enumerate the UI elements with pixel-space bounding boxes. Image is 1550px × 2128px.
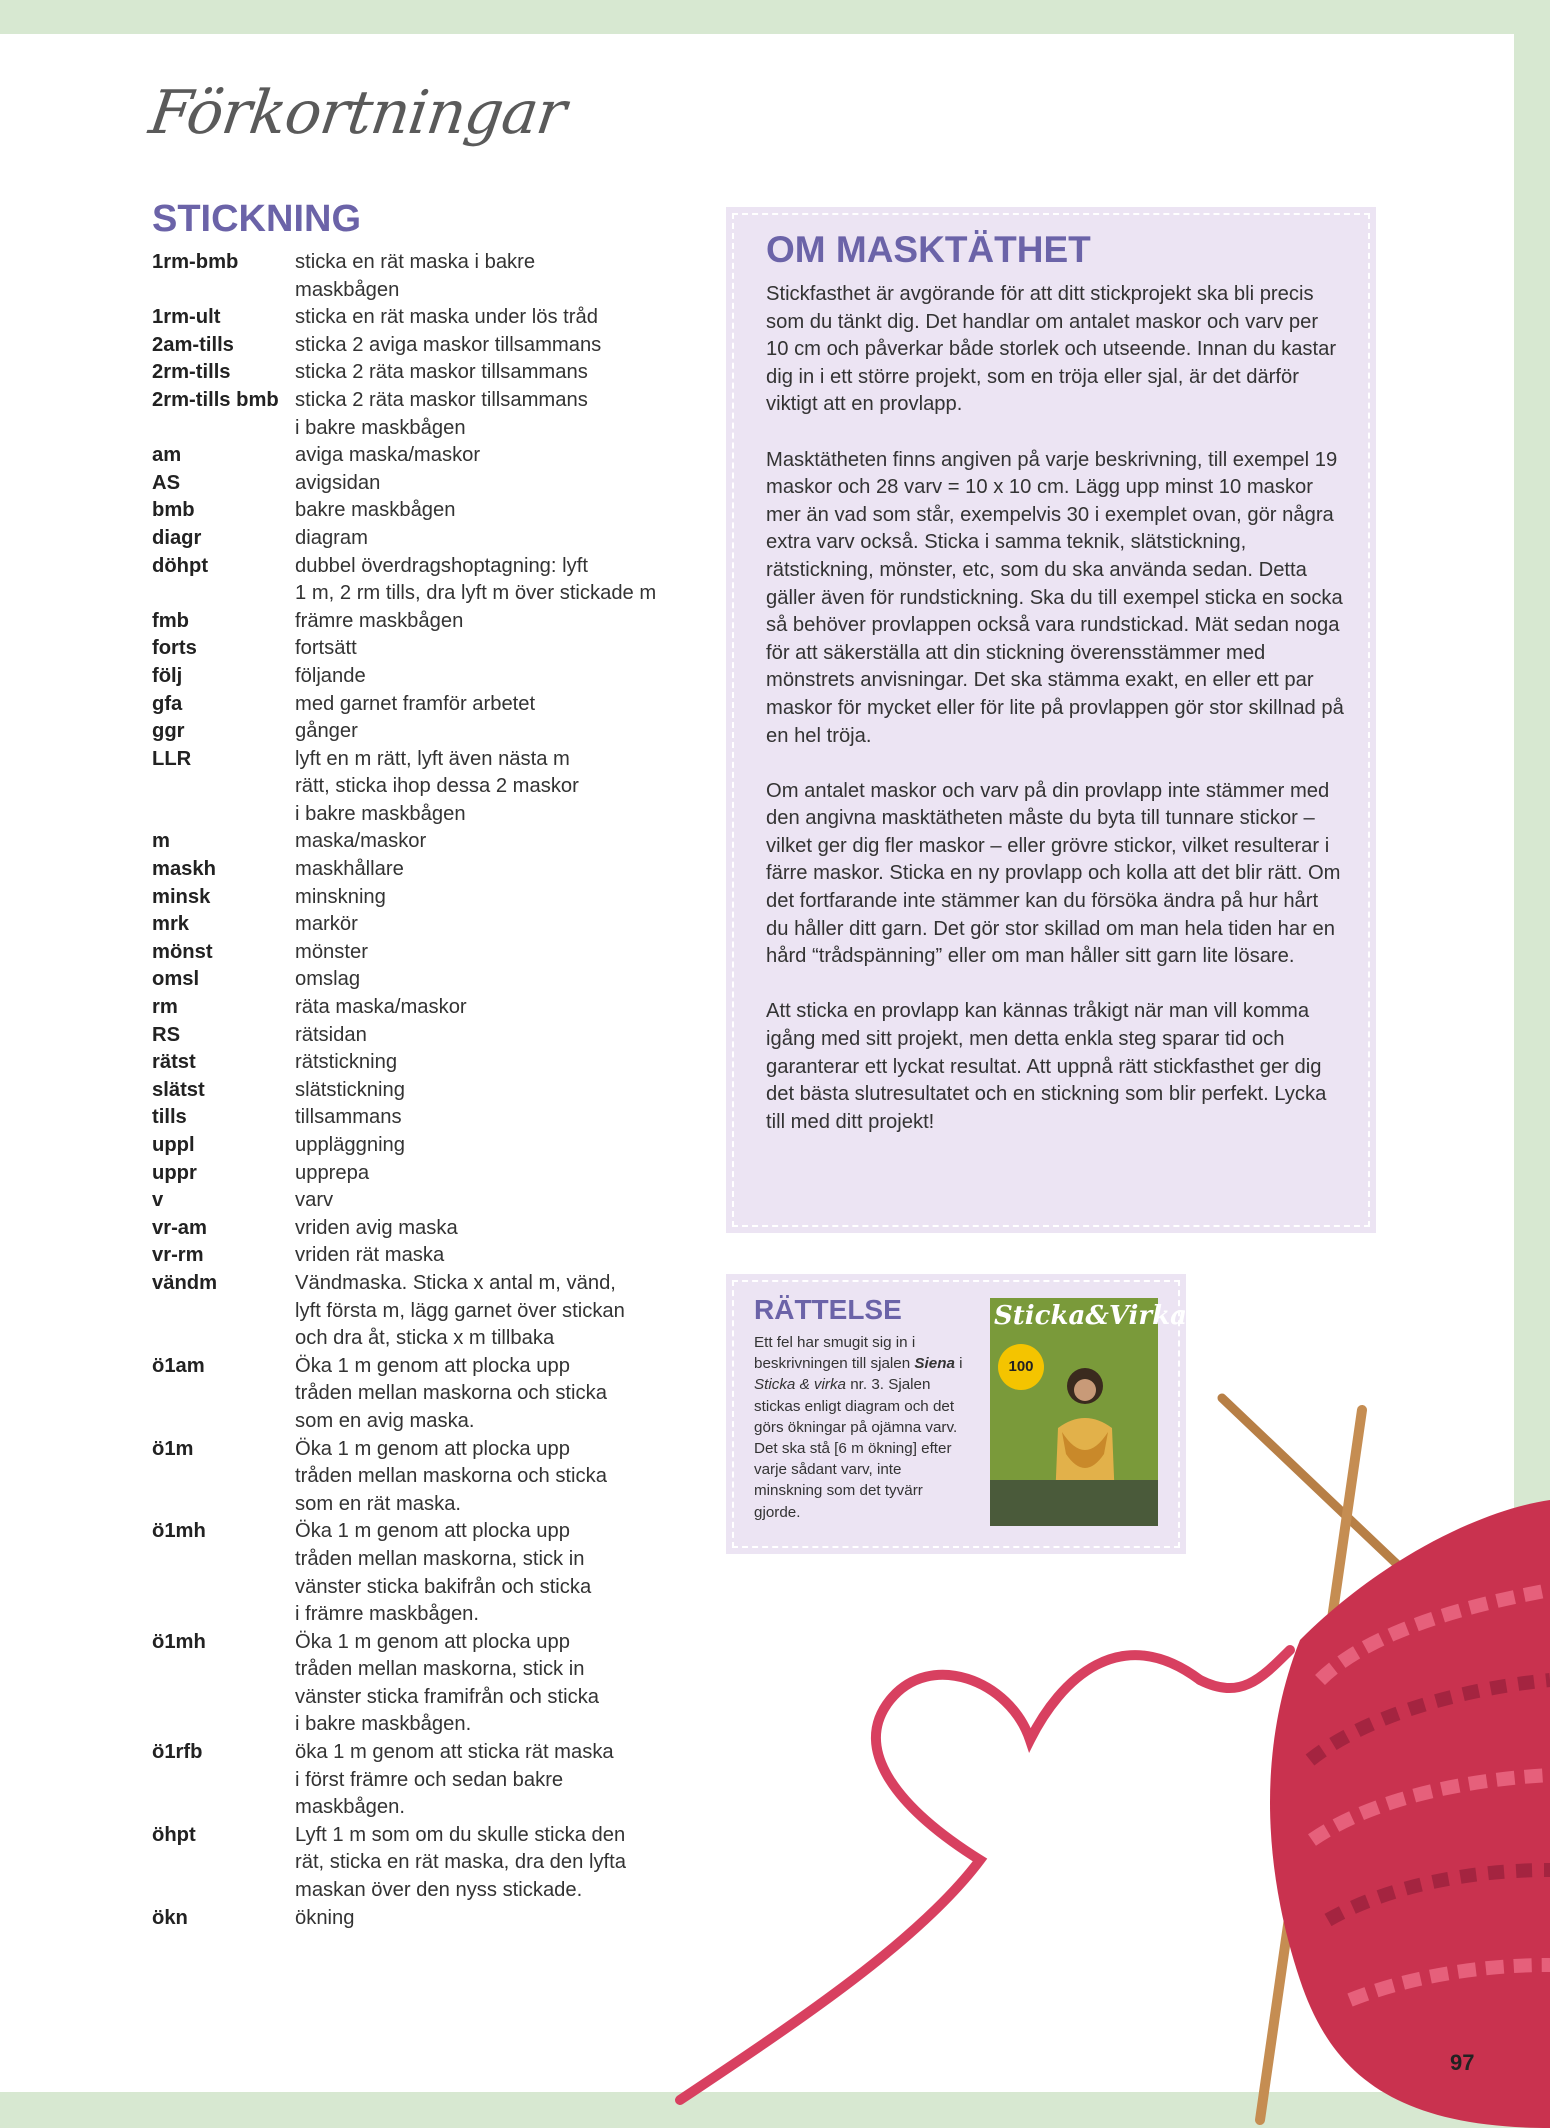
definition-line: markör xyxy=(295,913,358,936)
correction-title: RÄTTELSE xyxy=(754,1294,902,1325)
abbreviation-row xyxy=(152,442,672,470)
abbreviation-term: ggr xyxy=(152,720,185,743)
abbreviation-definition xyxy=(295,304,672,332)
abbreviation-term: LLR xyxy=(152,747,192,770)
abbreviation-term: bmb xyxy=(152,499,195,522)
abbreviation-definition xyxy=(295,387,672,442)
gauge-box-body xyxy=(766,281,1346,1164)
definition-line: lyft första m, lägg garnet över stickan xyxy=(295,1299,625,1322)
abbreviation-term: vr-am xyxy=(152,1216,207,1239)
definition-line: öka 1 m genom att sticka rät maska xyxy=(295,1741,614,1764)
abbreviation-definition xyxy=(295,939,672,967)
abbreviation-term: uppr xyxy=(152,1161,197,1184)
abbreviation-term: ö1mh xyxy=(152,1520,206,1543)
abbreviation-definition xyxy=(295,746,672,829)
definition-line: Öka 1 m genom att plocka upp xyxy=(295,1354,570,1377)
abbreviation-definition xyxy=(295,1242,672,1270)
abbreviation-row xyxy=(152,856,672,884)
abbreviation-definition xyxy=(295,635,672,663)
definition-line: Vändmaska. Sticka x antal m, vänd, xyxy=(295,1271,616,1294)
abbreviation-row xyxy=(152,746,672,829)
definition-line: varv xyxy=(295,1189,334,1212)
abbreviation-definition xyxy=(295,966,672,994)
abbreviation-term: diagr xyxy=(152,526,202,549)
definition-line: Öka 1 m genom att plocka upp xyxy=(295,1520,570,1543)
definition-line: tråden mellan maskorna och sticka xyxy=(295,1382,607,1405)
abbreviation-row xyxy=(152,911,672,939)
definition-line: vriden rät maska xyxy=(295,1244,445,1267)
abbreviation-term: gfa xyxy=(152,692,183,715)
abbreviation-definition xyxy=(295,1215,672,1243)
abbreviation-term: vändm xyxy=(152,1271,218,1294)
definition-line: lyft en m rätt, lyft även nästa m xyxy=(295,747,570,770)
definition-line: 1 m, 2 rm tills, dra lyft m över stickade m xyxy=(295,582,657,605)
abbreviation-row xyxy=(152,553,672,608)
abbreviation-term: 1rm-ult xyxy=(152,306,221,329)
abbreviation-definition xyxy=(295,994,672,1022)
abbreviation-row xyxy=(152,1215,672,1243)
knitting-needles-yarn-heart-illustration xyxy=(560,1380,1550,2128)
abbreviation-term: AS xyxy=(152,471,181,494)
definition-line: tråden mellan maskorna och sticka xyxy=(295,1465,607,1488)
definition-line: rät, sticka en rät maska, dra den lyfta xyxy=(295,1851,626,1874)
abbreviation-row xyxy=(152,828,672,856)
definition-line: rätstickning xyxy=(295,1051,398,1074)
abbreviation-definition xyxy=(295,497,672,525)
abbreviation-row xyxy=(152,1270,672,1353)
abbreviation-term: öhpt xyxy=(152,1823,196,1846)
abbreviation-row xyxy=(152,1242,672,1270)
abbreviation-term: ö1rfb xyxy=(152,1741,203,1764)
abbreviation-definition xyxy=(295,1187,672,1215)
abbreviation-row xyxy=(152,608,672,636)
abbreviation-term: ökn xyxy=(152,1906,188,1929)
abbreviation-definition xyxy=(295,249,672,304)
definition-line: som en rät maska. xyxy=(295,1492,462,1515)
definition-line: i främre maskbågen. xyxy=(295,1603,480,1626)
abbreviation-definition xyxy=(295,1270,672,1353)
definition-line: räta maska/maskor xyxy=(295,996,467,1019)
abbreviation-term: ö1mh xyxy=(152,1630,206,1653)
abbreviation-definition xyxy=(295,1077,672,1105)
abbreviation-definition xyxy=(295,856,672,884)
abbreviation-definition xyxy=(295,663,672,691)
definition-line: i först främre och sedan bakre xyxy=(295,1768,564,1791)
abbreviation-definition xyxy=(295,359,672,387)
definition-line: i bakre maskbågen xyxy=(295,416,466,439)
definition-line: maskan över den nyss stickade. xyxy=(295,1879,583,1902)
definition-line: sticka 2 aviga maskor tillsammans xyxy=(295,333,602,356)
abbreviation-definition xyxy=(295,691,672,719)
abbreviation-term: am xyxy=(152,444,182,467)
abbreviation-term: 1rm-bmb xyxy=(152,251,239,273)
definition-line: mönster xyxy=(295,940,368,963)
abbreviation-term: maskh xyxy=(152,858,216,881)
abbreviation-term: v xyxy=(152,1189,164,1212)
definition-line: uppläggning xyxy=(295,1134,406,1156)
definition-line: minskning xyxy=(295,885,386,908)
definition-line: Lyft 1 m som om du skulle sticka den xyxy=(295,1823,626,1846)
definition-line: maskhållare xyxy=(295,858,404,881)
abbreviation-row xyxy=(152,663,672,691)
abbreviation-definition xyxy=(295,608,672,636)
definition-line: rätsidan xyxy=(295,1023,367,1046)
abbreviation-row xyxy=(152,525,672,553)
abbreviation-term: uppl xyxy=(152,1134,195,1156)
abbreviation-term: mrk xyxy=(152,913,190,936)
definition-line: gånger xyxy=(295,720,358,743)
definition-line: som en avig maska. xyxy=(295,1409,475,1432)
definition-line: aviga maska/maskor xyxy=(295,444,481,467)
pattern-name: Siena xyxy=(914,1355,955,1373)
abbreviation-term: slätst xyxy=(152,1078,205,1101)
section-title-stickning: STICKNING xyxy=(152,198,361,240)
abbreviation-term: m xyxy=(152,830,170,853)
abbreviation-definition xyxy=(295,442,672,470)
definition-line: tråden mellan maskorna, stick in xyxy=(295,1658,585,1681)
abbreviation-term: omsl xyxy=(152,968,200,991)
definition-line: i bakre maskbågen. xyxy=(295,1713,472,1736)
definition-line: ökning xyxy=(295,1906,355,1929)
definition-line: och dra åt, sticka x m tillbaka xyxy=(295,1327,555,1350)
abbreviation-definition xyxy=(295,884,672,912)
definition-line: maska/maskor xyxy=(295,830,427,853)
abbreviation-term: döhpt xyxy=(152,554,209,577)
definition-line: Öka 1 m genom att plocka upp xyxy=(295,1630,570,1653)
abbreviation-row xyxy=(152,939,672,967)
page-title: Förkortningar xyxy=(145,78,570,148)
abbreviation-definition xyxy=(295,911,672,939)
abbreviation-row xyxy=(152,387,672,442)
abbreviation-row xyxy=(152,1160,672,1188)
magazine-name: Sticka & virka xyxy=(754,1376,846,1394)
abbreviation-row xyxy=(152,1187,672,1215)
definition-line: främre maskbågen xyxy=(295,609,464,632)
gauge-info-box xyxy=(726,207,1376,1233)
abbreviation-term: RS xyxy=(152,1023,181,1046)
definition-line: Öka 1 m genom att plocka upp xyxy=(295,1437,570,1460)
abbreviation-row xyxy=(152,966,672,994)
definition-line: tråden mellan maskorna, stick in xyxy=(295,1547,585,1570)
abbreviation-term: forts xyxy=(152,637,197,660)
abbreviation-definition xyxy=(295,553,672,608)
abbreviation-row xyxy=(152,994,672,1022)
abbreviation-row xyxy=(152,470,672,498)
definition-line: sticka en rät maska i bakre xyxy=(295,251,536,273)
cover-badge: 100 xyxy=(998,1344,1044,1390)
abbreviation-row xyxy=(152,635,672,663)
abbreviation-definition xyxy=(295,1104,672,1132)
abbreviation-row xyxy=(152,691,672,719)
definition-line: bakre maskbågen xyxy=(295,499,456,522)
abbreviation-term: ö1am xyxy=(152,1354,205,1377)
abbreviation-row xyxy=(152,1104,672,1132)
abbreviation-definition xyxy=(295,332,672,360)
abbreviation-definition xyxy=(295,1022,672,1050)
abbreviation-term: 2am-tills xyxy=(152,333,234,356)
abbreviation-definition xyxy=(295,828,672,856)
definition-line: sticka 2 räta maskor tillsammans xyxy=(295,388,588,411)
abbreviation-row xyxy=(152,497,672,525)
definition-line: tillsammans xyxy=(295,1106,402,1129)
abbreviation-term: följ xyxy=(152,664,183,687)
abbreviation-term: rm xyxy=(152,996,178,1019)
definition-line: diagram xyxy=(295,526,368,549)
abbreviation-definition xyxy=(295,1049,672,1077)
definition-line: dubbel överdragshoptagning: lyft xyxy=(295,554,588,577)
abbreviation-term: fmb xyxy=(152,609,190,632)
definition-line: maskbågen xyxy=(295,278,400,301)
definition-line: avigsidan xyxy=(295,471,381,494)
abbreviation-row xyxy=(152,1049,672,1077)
definition-line: maskbågen. xyxy=(295,1796,405,1819)
abbreviation-row xyxy=(152,359,672,387)
abbreviation-definition xyxy=(295,470,672,498)
gauge-paragraph: Stickfasthet är avgörande för att ditt stickprojekt ska bli precis som du tänkt dig. Det handlar om antalet maskor och varv per 10 cm och påverkar både storlek och utseende. Innan du kastar dig in i ett större projekt, som en tröja eller sjal, är det därför viktigt att en provlapp. xyxy=(766,283,1337,416)
abbreviation-term: minsk xyxy=(152,885,211,908)
page-number: 97 xyxy=(1450,2050,1475,2075)
gauge-paragraph: Om antalet maskor och varv på din provlapp inte stämmer med den angivna masktätheten måste du byta till tunnare stickor – vilket ger dig fler maskor – eller grövre stickor, vilket resulterar i färre maskor. Sticka en ny provlapp och kolla att det blir rätt. Om det fortfarande inte stämmer kan du försöka ändra på hur hårt du håller ditt garn. Det gör stor skillad om man hela tiden har en hård “trådspänning” eller om man håller sitt garn lite lösare. xyxy=(766,779,1341,968)
definition-line: sticka 2 räta maskor tillsammans xyxy=(295,361,588,384)
abbreviation-term: tills xyxy=(152,1106,187,1129)
abbreviation-term: ö1m xyxy=(152,1437,194,1460)
definition-line: fortsätt xyxy=(295,637,357,660)
abbreviation-term: 2rm-tills xyxy=(152,361,231,384)
abbreviation-row xyxy=(152,718,672,746)
abbreviation-term: mönst xyxy=(152,940,213,963)
abbreviation-row xyxy=(152,249,672,304)
definition-line: följande xyxy=(295,664,366,687)
abbreviation-definition xyxy=(295,525,672,553)
definition-line: i bakre maskbågen xyxy=(295,802,466,825)
correction-text: Ett fel har smugit sig in i beskrivningen till sjalen Siena i Sticka & virka nr. 3. Sjalen stickas enligt diagram och det görs ökningar på ojämna varv. Det ska stå [6 m ökning] efter varje sådant varv, inte minskning som det tyvärr gjorde. xyxy=(754,1334,963,1521)
abbreviation-term: vr-rm xyxy=(152,1244,204,1267)
abbreviation-row xyxy=(152,884,672,912)
definition-line: vriden avig maska xyxy=(295,1216,458,1239)
abbreviation-row xyxy=(152,1132,672,1160)
abbreviation-row xyxy=(152,1077,672,1105)
definition-line: slätstickning xyxy=(295,1078,405,1101)
definition-line: rätt, sticka ihop dessa 2 maskor xyxy=(295,775,579,798)
gauge-paragraph: Masktätheten finns angiven på varje beskrivning, till exempel 19 maskor och 28 varv = 10 x 10 cm. Lägg upp minst 10 maskor mer än vad som står, exempelvis 30 i exemplet ovan, gör några extra varv också. Sticka i samma teknik, slätstickning, rätstickning, mönster, etc, som du ska använda sedan. Detta gäller även för rundstickning. Ska du till exempel sticka en socka så behöver provlappen också vara rundstickad. Mät sedan noga för att säkerställa att din stickning överensstämmer med mönstrets anvisningar. Det ska stämma exakt, en eller ett par maskor för mycket eller för lite på provlappen gör stor skillnad på en hel tröja. xyxy=(766,448,1344,747)
abbreviation-row xyxy=(152,1022,672,1050)
abbreviation-row xyxy=(152,304,672,332)
definition-line: vänster sticka bakifrån och sticka xyxy=(295,1575,592,1598)
gauge-paragraph: Att sticka en provlapp kan kännas tråkigt när man vill komma igång med sitt projekt, men detta enkla steg sparar tid och garanterar ett lyckat resultat. Att uppnå rätt stickfasthet ger dig det bästa slutresultatet och en stickning som blir perfekt. Lycka till med ditt projekt! xyxy=(766,1000,1327,1133)
abbreviation-term: 2rm-tills bmb xyxy=(152,388,279,411)
definition-line: sticka en rät maska under lös tråd xyxy=(295,306,598,329)
abbreviation-definition xyxy=(295,1132,672,1160)
definition-line: vänster sticka framifrån och sticka xyxy=(295,1685,600,1708)
abbreviation-definition xyxy=(295,718,672,746)
definition-line: med garnet framför arbetet xyxy=(295,692,536,715)
definition-line: upprepa xyxy=(295,1161,370,1184)
abbreviation-definition xyxy=(295,1160,672,1188)
gauge-box-title: OM MASKTÄTHET xyxy=(766,229,1091,270)
definition-line: omslag xyxy=(295,968,361,991)
abbreviation-term: rätst xyxy=(152,1051,196,1074)
abbreviation-row xyxy=(152,332,672,360)
cover-logo: Sticka&Virka xyxy=(994,1301,1187,1331)
